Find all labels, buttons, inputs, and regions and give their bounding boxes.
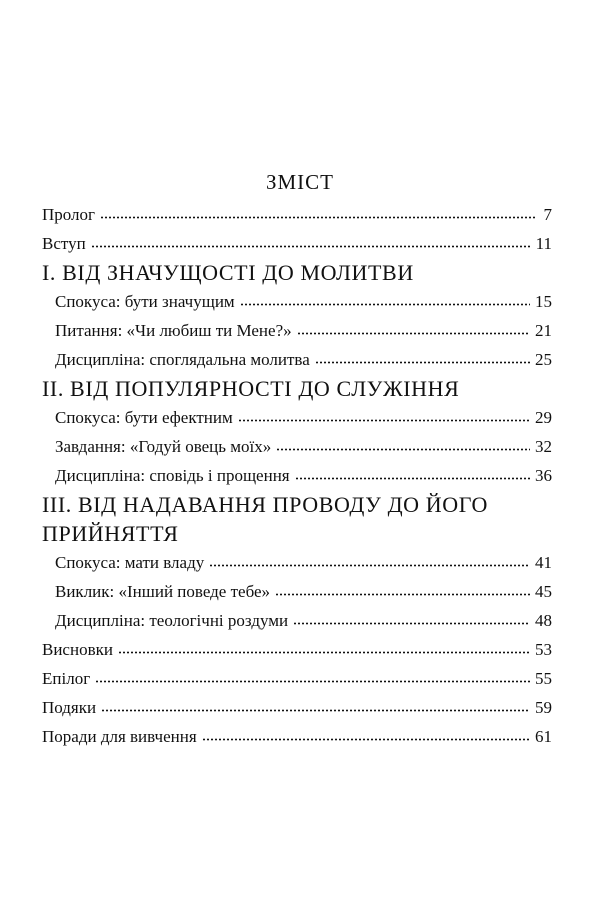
toc-entry-label: Дисципліна: теологічні роздуми xyxy=(55,611,289,630)
toc-entry-label: Пролог xyxy=(42,205,96,224)
toc-entry xyxy=(42,693,552,722)
toc-entry xyxy=(42,635,552,664)
toc-entry-label: Питання: «Чи любиш ти Мене?» xyxy=(55,321,292,340)
dot-leader xyxy=(240,303,530,306)
toc-entry-label: Завдання: «Годуй овець моїх» xyxy=(55,437,272,456)
toc-entry xyxy=(42,722,552,751)
dot-leader xyxy=(293,622,530,625)
toc-entry-label: Подяки xyxy=(42,698,97,717)
toc-page-number: 61 xyxy=(535,727,552,746)
dot-leader xyxy=(297,332,530,335)
toc-page-number: 55 xyxy=(535,669,552,688)
toc-section-heading: III. ВІД НАДАВАННЯ ПРОВОДУ ДО ЙОГО ПРИЙНЯТТЯ xyxy=(42,492,489,546)
toc-section-heading: II. ВІД ПОПУЛЯРНОСТІ ДО СЛУЖІННЯ xyxy=(42,376,460,401)
dot-leader xyxy=(238,419,530,422)
toc-page-number: 41 xyxy=(535,553,552,572)
dot-leader xyxy=(118,651,530,654)
toc-page-number: 36 xyxy=(535,466,552,485)
toc-page-number: 7 xyxy=(543,205,552,224)
toc-subentry xyxy=(42,403,552,432)
toc-entry-label: Висновки xyxy=(42,640,113,659)
toc-subentry xyxy=(42,345,552,374)
toc-subentry xyxy=(42,606,552,635)
toc-entry-label: Поради для вивчення xyxy=(42,727,197,746)
toc-subentry xyxy=(42,432,552,461)
toc-entry-label: Дисципліна: сповідь і прощення xyxy=(55,466,290,485)
dot-leader xyxy=(295,477,530,480)
toc-entry xyxy=(42,664,552,693)
toc-entry xyxy=(42,200,552,229)
toc-entry xyxy=(42,229,552,258)
dot-leader xyxy=(101,709,530,712)
toc-page-number: 32 xyxy=(535,437,552,456)
toc-entry-label: Спокуса: мати владу xyxy=(55,553,205,572)
page-title: ЗМІСТ xyxy=(265,170,335,194)
toc-page-number: 48 xyxy=(535,611,552,630)
toc-page-number: 59 xyxy=(535,698,552,717)
toc-page-number: 25 xyxy=(535,350,552,369)
toc-entry-label: Дисципліна: споглядальна молитва xyxy=(55,350,310,369)
toc-subentry xyxy=(42,577,552,606)
toc-page-number: 29 xyxy=(535,408,552,427)
toc-entry-label: Спокуса: бути ефектним xyxy=(55,408,233,427)
table-of-contents xyxy=(42,200,552,751)
toc-entry-label: Вступ xyxy=(42,234,86,253)
toc-subentry xyxy=(42,287,552,316)
toc-entry-label: Спокуса: бути значущим xyxy=(55,292,235,311)
toc-subentry xyxy=(42,316,552,345)
toc-page-number: 21 xyxy=(535,321,552,340)
dot-leader xyxy=(91,245,531,248)
toc-page-number: 45 xyxy=(535,582,552,601)
dot-leader xyxy=(100,216,535,219)
dot-leader xyxy=(315,361,530,364)
toc-page-number: 53 xyxy=(535,640,552,659)
dot-leader xyxy=(95,680,530,683)
toc-subentry xyxy=(42,461,552,490)
dot-leader xyxy=(275,593,530,596)
dot-leader xyxy=(209,564,530,567)
dot-leader xyxy=(276,448,530,451)
toc-page-number: 11 xyxy=(535,234,552,253)
toc-section-heading: I. ВІД ЗНАЧУЩОСТІ ДО МОЛИТВИ xyxy=(42,260,414,285)
toc-entry-label: Епілог xyxy=(42,669,91,688)
toc-subentry xyxy=(42,548,552,577)
dot-leader xyxy=(202,738,530,741)
toc-page-number: 15 xyxy=(535,292,552,311)
toc-entry-label: Виклик: «Інший поведе тебе» xyxy=(55,582,271,601)
